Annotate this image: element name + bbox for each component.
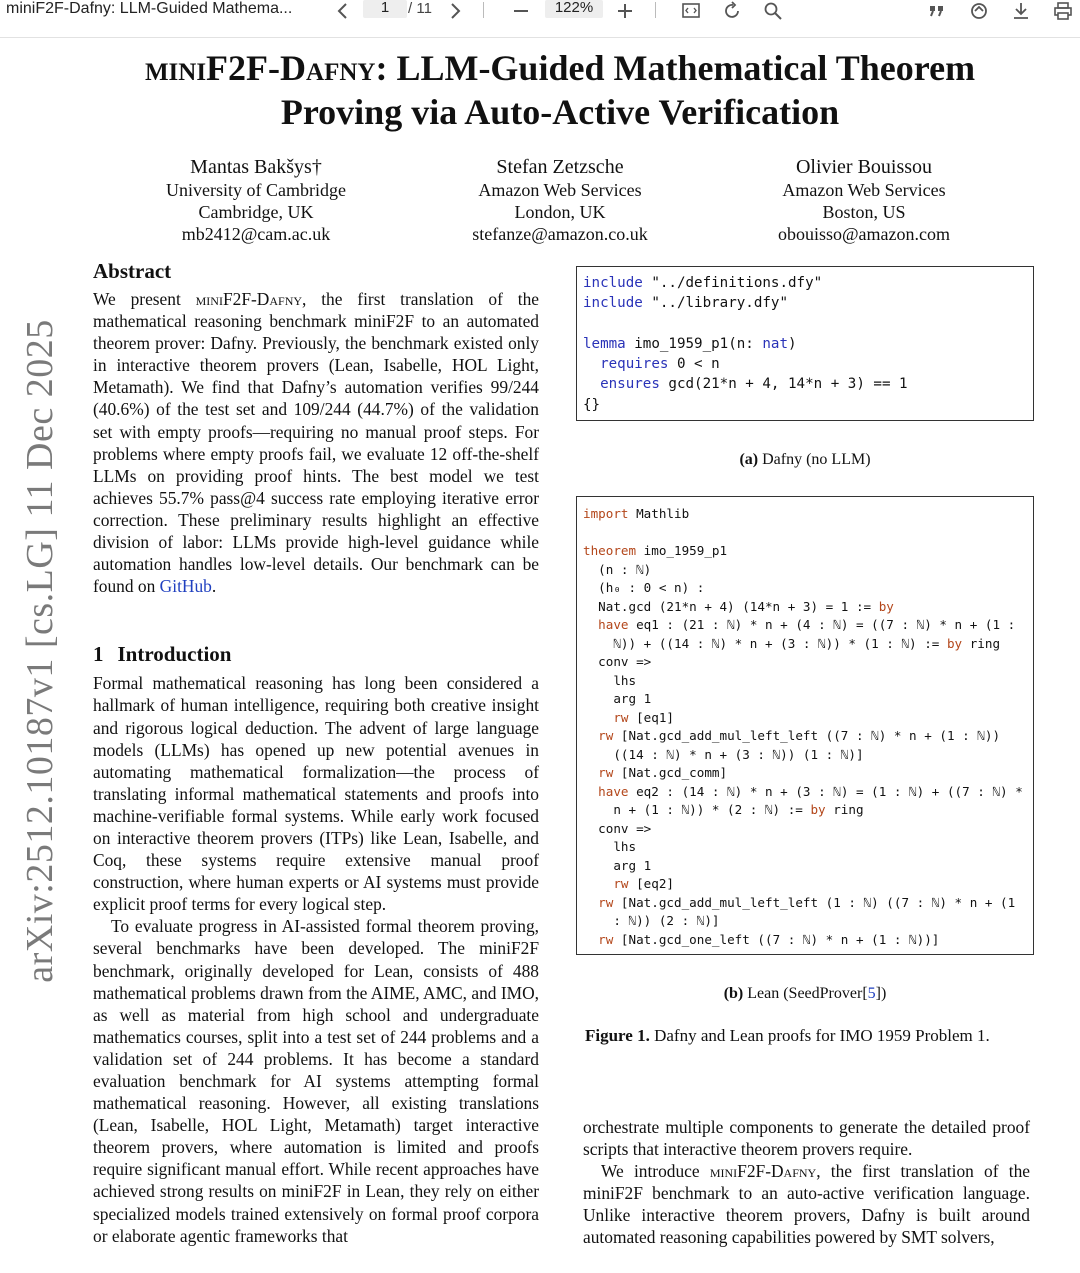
code-keyword: include <box>583 275 643 291</box>
code-keyword: by <box>878 598 894 614</box>
citation-link[interactable]: 5 <box>867 985 876 1002</box>
code-token: "../library.dfy" <box>642 295 789 312</box>
code-line <box>583 293 1027 313</box>
code-keyword: rw <box>598 931 614 947</box>
code-line <box>583 314 1027 334</box>
code-line <box>583 653 1027 672</box>
body-paragraph <box>583 1160 1030 1248</box>
code-line <box>583 598 1027 617</box>
code-token: ) <box>788 335 797 352</box>
code-token: {} <box>583 396 601 413</box>
title-line-1: : LLM-Guided Mathematical Theorem <box>375 48 976 88</box>
code-keyword: by <box>946 635 963 651</box>
toolbar-divider <box>655 2 656 18</box>
code-keyword: include <box>583 295 643 312</box>
page-number-input[interactable]: 1 <box>363 0 407 18</box>
code-line <box>583 579 1027 598</box>
code-token <box>583 765 598 780</box>
code-token: ℕ)) + ((14 : ℕ) * n + (3 : ℕ)) * (1 : ℕ) := <box>583 635 947 651</box>
code-token: lhs <box>583 672 637 688</box>
code-keyword: have <box>598 617 629 632</box>
code-line <box>583 912 1027 931</box>
code-line <box>583 931 1027 950</box>
author-affiliation: Amazon Web Services <box>478 180 642 200</box>
document-title: miniF2F-Dafny: LLM-Guided Mathema... <box>6 0 293 17</box>
arxiv-stamp <box>0 0 70 1273</box>
code-token: [Nat.gcd_add_mul_left_left (1 : ℕ) ((7 : ℕ) * n + (1 <box>613 894 1016 910</box>
subfigure-text: ]) <box>875 985 887 1002</box>
zoom-level-input[interactable]: 122% <box>545 0 603 18</box>
code-line <box>583 635 1027 654</box>
code-token: conv => <box>583 820 652 836</box>
code-line <box>583 690 1027 709</box>
code-keyword: ensures <box>600 376 660 393</box>
figure-caption-text: Dafny and Lean proofs for IMO 1959 Problem 1. <box>654 1026 990 1045</box>
code-keyword: lemma <box>583 335 626 352</box>
chevron-right-icon[interactable] <box>442 0 468 22</box>
code-token: arg 1 <box>583 691 652 706</box>
code-keyword: requires <box>600 356 669 373</box>
code-token: [eq2] <box>628 876 675 891</box>
code-line <box>583 894 1027 913</box>
code-line <box>583 395 1027 415</box>
author-block <box>410 155 710 245</box>
author-location: Boston, US <box>822 202 906 222</box>
code-token: ring <box>825 802 864 817</box>
code-token: ring <box>962 635 1001 651</box>
author-email: mb2412@cam.ac.uk <box>181 224 331 244</box>
code-token <box>583 710 613 725</box>
abstract-text-part: . <box>211 576 217 597</box>
search-icon[interactable] <box>760 0 786 22</box>
code-line <box>583 838 1027 857</box>
code-keyword: rw <box>613 709 629 725</box>
intro-paragraph: Formal mathematical reasoning has long been considered a hallmark of human intelligence, requiring both creative insight and rigorous logical deduction. The advent of large language models (LLMs) has opened up new potential avenues in automating mathematical formalization—the process of translating informal mathematical statements and proofs into machine-verifiable formal systems. While early work focused on interactive theorem provers (ITPs) like Lean, Isabelle, and Coq, these systems require extensive manual proof construction, where human experts or AI systems must provide explicit proof terms for every logical step. <box>93 673 539 915</box>
code-line <box>583 746 1027 765</box>
body-text-part: , the first translation of the miniF2F benchmark to an auto-active verification language. Unlike interactive theorem provers, Dafny is built around automated reasoning capabilities powered by SMT solvers, <box>583 1161 1030 1248</box>
abstract-text-part: We present <box>93 289 196 309</box>
code-token: imo_1959_p1 <box>636 543 728 558</box>
code-line <box>583 727 1027 746</box>
code-token: [Nat.gcd_add_mul_left_left ((7 : ℕ) * n + (1 : ℕ)) <box>613 728 1001 743</box>
arxiv-identifier: arXiv:2512.10187v1 [cs.LG] 11 Dec 2025 <box>19 319 61 983</box>
code-keyword: nat <box>762 335 789 352</box>
code-token: eq1 : (21 : ℕ) * n + (4 : ℕ) = ((7 : ℕ) * n + (1 : <box>628 617 1016 632</box>
author-affiliation: Amazon Web Services <box>782 180 946 200</box>
code-line <box>583 783 1027 802</box>
code-token: (n : ℕ) <box>583 561 652 577</box>
code-line <box>583 857 1027 876</box>
code-token: 0 < n <box>668 356 720 373</box>
subfigure-text: Dafny (no LLM) <box>762 451 871 468</box>
subfigure-caption-b <box>576 985 1034 1003</box>
abstract-benchmark-name: miniF2F-Dafny <box>195 289 303 309</box>
code-line <box>583 524 1027 543</box>
pdf-toolbar <box>0 0 1080 38</box>
code-keyword: by <box>810 802 826 817</box>
code-token: eq2 : (14 : ℕ) * n + (3 : ℕ) = (1 : ℕ) + ((7 : ℕ) * <box>628 783 1023 799</box>
code-token <box>583 895 598 910</box>
code-token: : ℕ)) (2 : ℕ)] <box>583 913 720 928</box>
figure-caption <box>585 1026 1035 1046</box>
fit-page-icon[interactable] <box>678 0 704 22</box>
subfigure-label: (a) <box>739 451 759 468</box>
chevron-left-icon[interactable] <box>330 0 356 22</box>
code-token: conv => <box>583 654 652 669</box>
code-line <box>583 273 1027 293</box>
code-token: ((14 : ℕ) * n + (3 : ℕ)) (1 : ℕ)] <box>583 746 864 762</box>
code-token: arg 1 <box>583 857 652 873</box>
print-icon[interactable] <box>1050 0 1076 22</box>
code-token <box>583 356 600 372</box>
code-token: "../definitions.dfy" <box>642 275 823 291</box>
code-keyword: rw <box>598 765 614 780</box>
paper-title <box>80 46 1040 134</box>
body-text-part: We introduce <box>601 1161 710 1182</box>
code-token: [Nat.gcd_one_left ((7 : ℕ) * n + (1 : ℕ))] <box>613 931 940 947</box>
code-keyword: have <box>598 783 629 799</box>
dafny-code-block <box>576 266 1034 421</box>
code-line <box>583 801 1027 820</box>
author-block <box>106 155 406 245</box>
code-keyword: rw <box>598 728 614 743</box>
author-email: obouisso@amazon.com <box>777 224 951 244</box>
figure-label: Figure 1. <box>585 1026 650 1045</box>
code-token <box>583 728 598 743</box>
code-token: lhs <box>583 839 637 854</box>
code-line <box>583 505 1027 524</box>
code-keyword: theorem <box>583 543 637 558</box>
left-column <box>93 258 539 1247</box>
code-token: gcd(21*n + 4, 14*n + 3) == 1 <box>659 376 908 393</box>
code-token: n + (1 : ℕ)) * (2 : ℕ) := <box>583 802 811 817</box>
code-keyword: rw <box>613 876 629 891</box>
github-link[interactable]: GitHub <box>159 576 212 597</box>
lean-code-block <box>576 496 1034 955</box>
page-total: / 11 <box>408 0 432 17</box>
intro-paragraph: To evaluate progress in AI-assisted formal theorem proving, several benchmarks have been developed. The miniF2F benchmark, originally developed for Lean, consists of 488 mathematical problems drawn from the AIME, AMC, and IMO, as well as material from high school and undergraduate mathematics courses, split into a test set of 244 problems and a validation set of 244 problems. It has become a standard evaluation benchmark for AI systems attempting formal mathematical reasoning. However, all existing translations (Lean, Isabelle, HOL Light, Metamath) target interactive theorem provers, where automation is limited and proofs require significant manual effort. While recent approaches have achieved strong results on miniF2F in Lean, they rely on either specialized models trained extensively on formal proof corpora or elaborate agentic frameworks that <box>93 916 539 1246</box>
author-name: Olivier Bouissou <box>795 156 933 178</box>
subfigure-label: (b) <box>723 985 744 1002</box>
minus-icon[interactable] <box>508 0 534 22</box>
code-keyword: rw <box>598 894 614 910</box>
code-keyword: import <box>583 506 629 521</box>
body-benchmark-name: miniF2F-Dafny <box>709 1161 817 1182</box>
code-line <box>583 875 1027 894</box>
title-line-2: Proving via Auto-Active Verification <box>280 92 840 132</box>
code-token <box>583 617 598 632</box>
code-line <box>583 542 1027 561</box>
author-affiliation: University of Cambridge <box>166 180 346 200</box>
code-token: Nat.gcd (21*n + 4) (14*n + 3) = 1 := <box>583 598 879 614</box>
section-number: 1 <box>93 642 104 667</box>
code-line <box>583 561 1027 580</box>
author-location: London, UK <box>514 202 606 222</box>
comment-icon[interactable] <box>924 0 950 22</box>
code-line <box>583 334 1027 354</box>
abstract-text <box>93 288 539 597</box>
rotate-icon[interactable] <box>720 0 746 22</box>
code-token: (h₀ : 0 < n) : <box>583 580 705 595</box>
code-token <box>583 932 598 947</box>
title-benchmark-name: miniF2F-Dafny <box>144 48 376 88</box>
abstract-heading: Abstract <box>93 259 172 283</box>
code-token: imo_1959_p1(n: <box>625 335 763 352</box>
code-token: [Nat.gcd_comm] <box>613 765 728 780</box>
right-column-text <box>583 1116 1030 1249</box>
toolbar-divider <box>483 2 484 18</box>
author-name: Stefan Zetzsche <box>496 156 624 178</box>
code-line <box>583 672 1027 691</box>
subfigure-caption-a <box>576 451 1034 469</box>
code-line <box>583 374 1027 394</box>
author-block <box>714 155 1014 245</box>
code-line <box>583 764 1027 783</box>
body-paragraph: orchestrate multiple components to generate the detailed proof scripts that interactive theorem provers require. <box>583 1117 1030 1160</box>
code-line <box>583 354 1027 374</box>
code-token <box>583 784 598 799</box>
plus-icon[interactable] <box>612 0 638 22</box>
author-email: stefanze@amazon.co.uk <box>472 224 648 244</box>
code-token <box>583 876 613 891</box>
abstract-text-part: , the first translation of the mathematical reasoning benchmark miniF2F to an automated theorem prover: Dafny. Previously, the benchmark existed only in interactive theorem provers (Lean, Isabelle, HOL Light, Metamath). We find that Dafny’s automation verifies 99/244 (40.6%) of the test set and 109/244 (44.7%) of the validation set with empty proofs—requiring no manual proof steps. For problems where empty proofs fail, we evaluate 12 off-the-shelf LLMs on providing proof hints. The best model we test achieves 55.7% pass@4 success rate employing iterative error correction. These preliminary results highlight an effective division of labor: LLMs provide high-level guidance while automation handles low-level details. Our benchmark can be found on <box>93 289 539 597</box>
subfigure-text: Lean (SeedProver[ <box>747 985 868 1002</box>
author-location: Cambridge, UK <box>198 202 314 222</box>
code-token: [eq1] <box>628 709 675 725</box>
download-icon[interactable] <box>1008 0 1034 22</box>
code-line <box>583 709 1027 728</box>
code-token <box>583 376 600 392</box>
section-heading <box>93 641 539 667</box>
section-title: Introduction <box>117 642 232 667</box>
author-name: Mantas Bakšys† <box>190 156 322 178</box>
code-token: Mathlib <box>628 506 690 521</box>
code-line <box>583 820 1027 839</box>
code-line <box>583 616 1027 635</box>
highlight-icon[interactable] <box>966 0 992 22</box>
